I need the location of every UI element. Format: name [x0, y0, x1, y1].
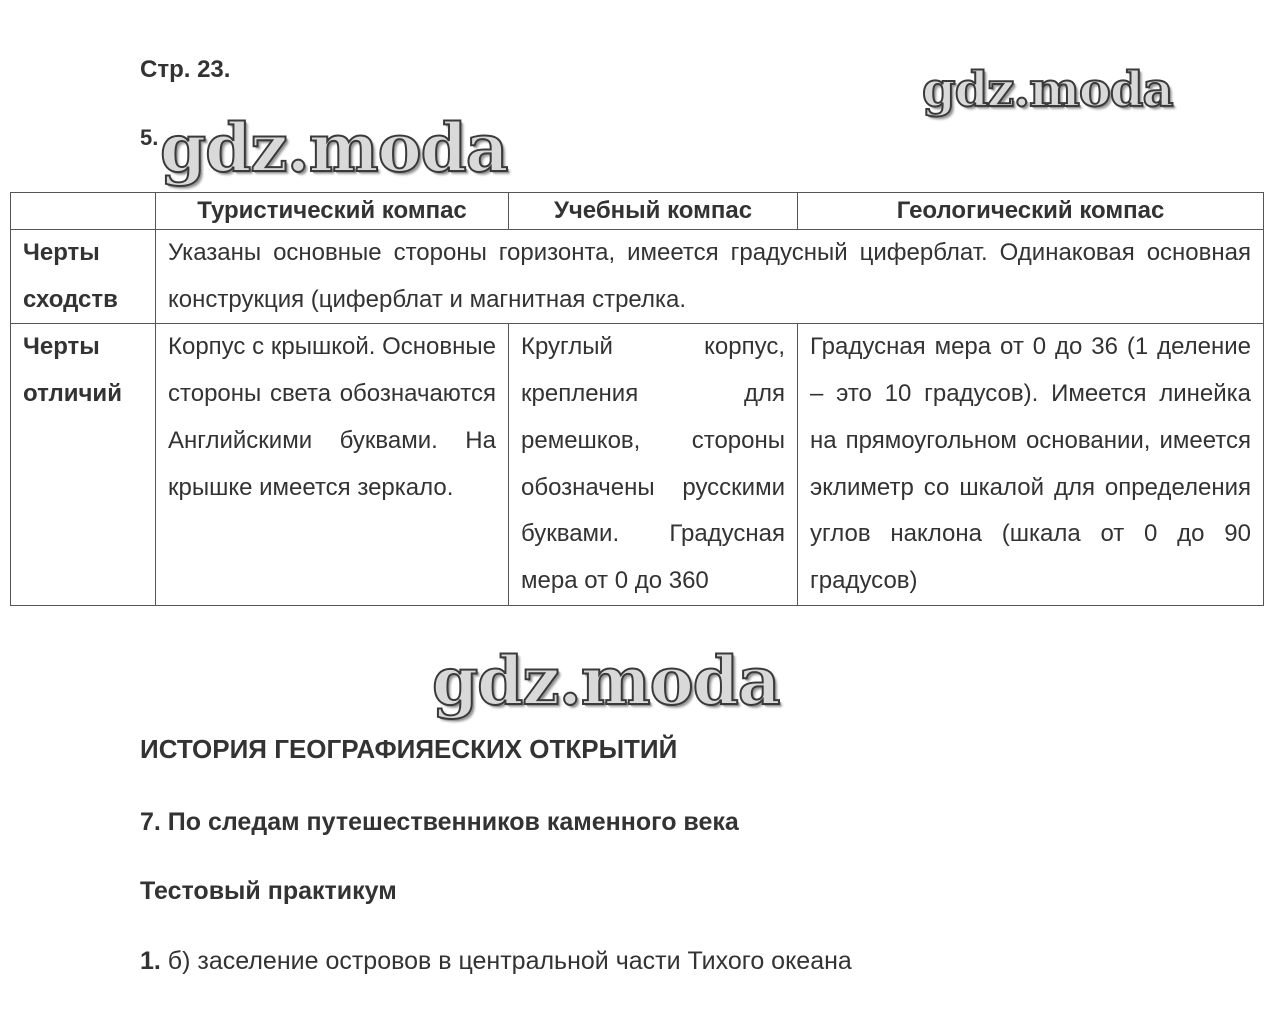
differences-tourist-text: Корпус с крышкой. Основные стороны света обозначаются Английскими буквами. На крышке имеется зеркало.	[168, 333, 496, 501]
page-label: Стр. 23.	[140, 56, 231, 83]
differences-school-cell	[509, 324, 798, 605]
answer-number: 1.	[140, 947, 161, 975]
watermark-logo: gdz.moda	[922, 62, 1173, 118]
task-number: 5.	[140, 125, 159, 150]
table-row-similarities	[11, 230, 1264, 324]
practicum-heading: Тестовый практикум	[140, 877, 397, 905]
table-header-empty	[11, 193, 156, 230]
row-label-similarities: Черты сходств	[11, 230, 156, 324]
table-header-geological: Геологический компас	[798, 193, 1264, 230]
table-header-school: Учебный компас	[509, 193, 798, 230]
differences-geological-text: Градусная мера от 0 до 36 (1 деление – это 10 градусов). Имеется линейка на прямоугольном основании, имеется эклиметр со шкалой для определения углов наклона (шкала от 0 до 90 градусов)	[810, 333, 1251, 594]
topic-heading: 7. По следам путешественников каменного века	[140, 808, 739, 836]
similarities-cell	[156, 230, 1264, 324]
section-heading: ИСТОРИЯ ГЕОГРАФИЯЕСКИХ ОТКРЫТИЙ	[140, 734, 678, 764]
differences-tourist-cell	[156, 324, 509, 605]
answer-line	[140, 947, 852, 976]
watermark-logo: gdz.moda	[432, 642, 780, 720]
compass-comparison-table	[10, 192, 1264, 606]
differences-geological-cell	[798, 324, 1264, 605]
table-header-row	[11, 193, 1264, 230]
table-row-differences	[11, 324, 1264, 605]
row-label-differences: Черты отличий	[11, 324, 156, 605]
watermark-logo: gdz.moda	[160, 109, 508, 187]
answer-text: б) заселение островов в центральной части Тихого океана	[160, 947, 852, 975]
table-header-tourist: Туристический компас	[156, 193, 509, 230]
differences-school-text: Круглый корпус, крепления для ремешков, стороны обозначены русскими буквами. Градусная мера от 0 до 360	[521, 333, 785, 594]
similarities-text: Указаны основные стороны горизонта, имеется градусный циферблат. Одинаковая основная конструкция (циферблат и магнитная стрелка.	[168, 239, 1251, 313]
